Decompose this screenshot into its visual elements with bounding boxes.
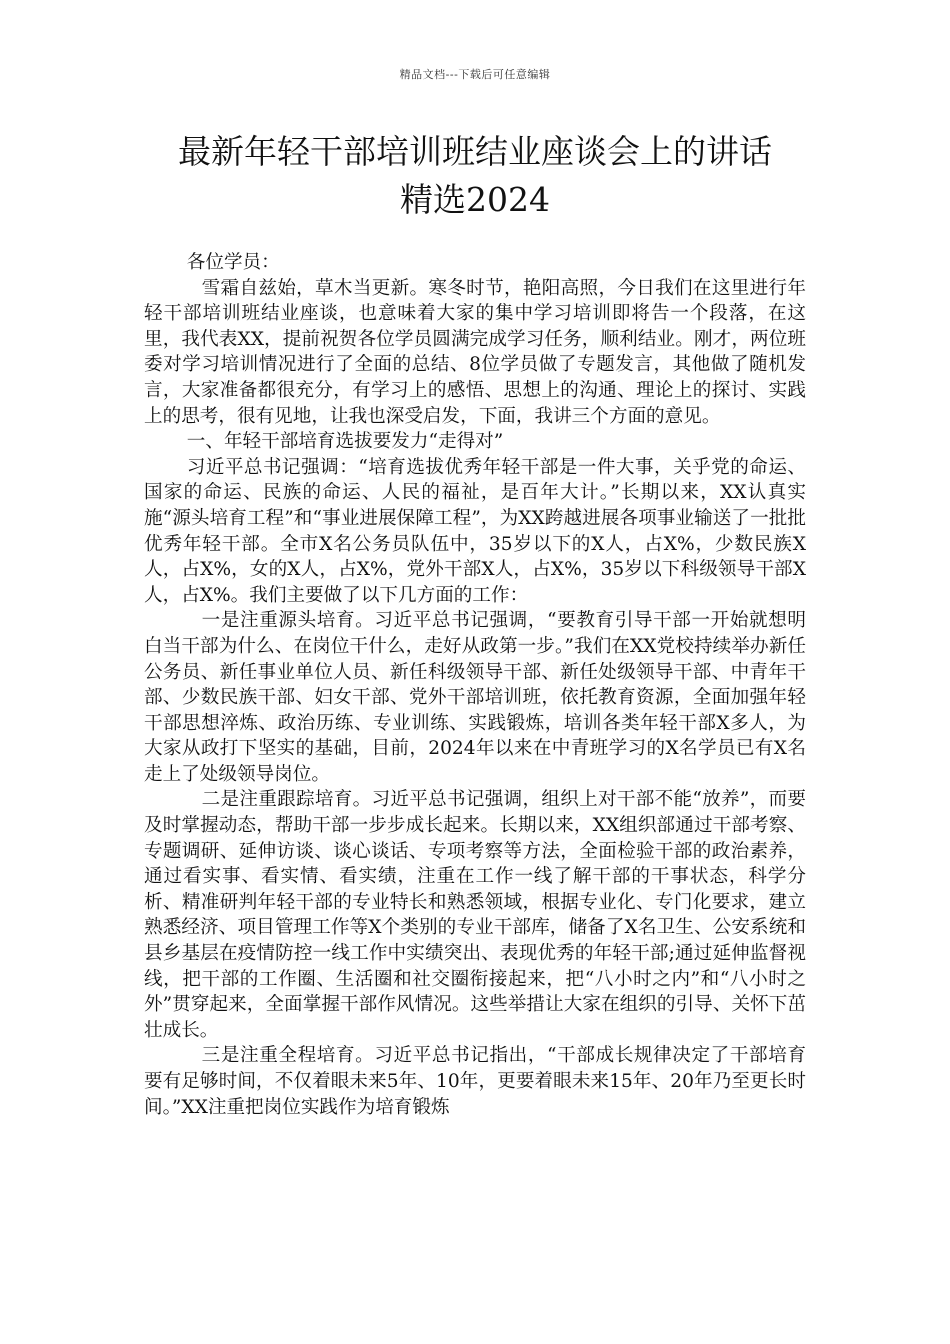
- body-paragraph-point-1: 一是注重源头培育。习近平总书记强调，“要教育引导干部一开始就想明白当干部为什么、在岗位干什么，走好从政第一步。”我们在XX党校持续举办新任公务员、新任事业单位人员、新任科级领导干部、新任处级领导干部、中青年干部、少数民族干部、妇女干部、党外干部培训班，依托教育资源，全面加强年轻干部思想淬炼、政治历练、专业训练、实践锻炼，培训各类年轻干部X多人，为大家从政打下坚实的基础，目前，2024年以来在中青班学习的X名学员已有X名走上了处级领导岗位。: [144, 610, 806, 785]
- document-title: [110, 128, 840, 224]
- body-paragraph-point-3: 三是注重全程培育。习近平总书记指出，“干部成长规律决定了干部培育要有足够时间，不仅着眼未来5年、10年，更要着眼未来15年、20年乃至更长时间。”XX注重把岗位实践作为培育锻炼: [144, 1045, 806, 1118]
- document-title-line-1: 最新年轻干部培训班结业座谈会上的讲话: [178, 132, 772, 171]
- body-paragraph-quote: 习近平总书记强调：“培育选拔优秀年轻干部是一件大事，关乎党的命运、国家的命运、民族的命运、人民的福祉，是百年大计。”长期以来，XX认真实施“源头培育工程”和“事业进展保障工程”，为XX跨越进展各项事业输送了一批批优秀年轻干部。全市X名公务员队伍中，35岁以下的X人，占X%，少数民族X人，占X%，女的X人，占X%，党外干部X人，占X%，35岁以下科级领导干部X人，占X%。我们主要做了以下几方面的工作：: [144, 456, 806, 606]
- section-heading-1: 一、年轻干部培育选拔要发力“走得对”: [186, 431, 504, 453]
- page-header-note: 精品文档---下载后可任意编辑: [399, 68, 551, 81]
- body-paragraph-point-2: 二是注重跟踪培育。习近平总书记强调，组织上对干部不能“放养”，而要及时掌握动态，帮助干部一步步成长起来。长期以来，XX组织部通过干部考察、专题调研、延伸访谈、谈心谈话、专项考察等方法，全面检验干部的政治素养，通过看实事、看实情、看实绩，注重在工作一线了解干部的干事状态，科学分析、精准研判年轻干部的专业特长和熟悉领域，根据专业化、专门化要求，建立熟悉经济、项目管理工作等X个类别的专业干部库，储备了X名卫生、公安系统和县乡基层在疫情防控一线工作中实绩突出、表现优秀的年轻干部;通过延伸监督视线，把干部的工作圈、生活圈和社交圈衔接起来，把“八小时之内”和“八小时之外”贯穿起来，全面掌握干部作风情况。这些举措让大家在组织的引导、关怀下茁壮成长。: [144, 789, 806, 1041]
- body-paragraph-opening: 雪霜自兹始，草木当更新。寒冬时节，艳阳高照，今日我们在这里进行年轻干部培训班结业座谈，也意味着大家的集中学习培训即将告一个段落，在这里，我代表XX，提前祝贺各位学员圆满完成学习任务，顺利结业。刚才，两位班委对学习培训情况进行了全面的总结、8位学员做了专题发言，其他做了随机发言，大家准备都很充分，有学习上的感悟、思想上的沟通、理论上的探讨、实践上的思考，很有见地，让我也深受启发，下面，我讲三个方面的意见。: [144, 277, 806, 427]
- document-body: [144, 250, 806, 1120]
- document-title-line-2: 精选2024: [400, 180, 550, 219]
- salutation: 各位学员：: [186, 252, 280, 273]
